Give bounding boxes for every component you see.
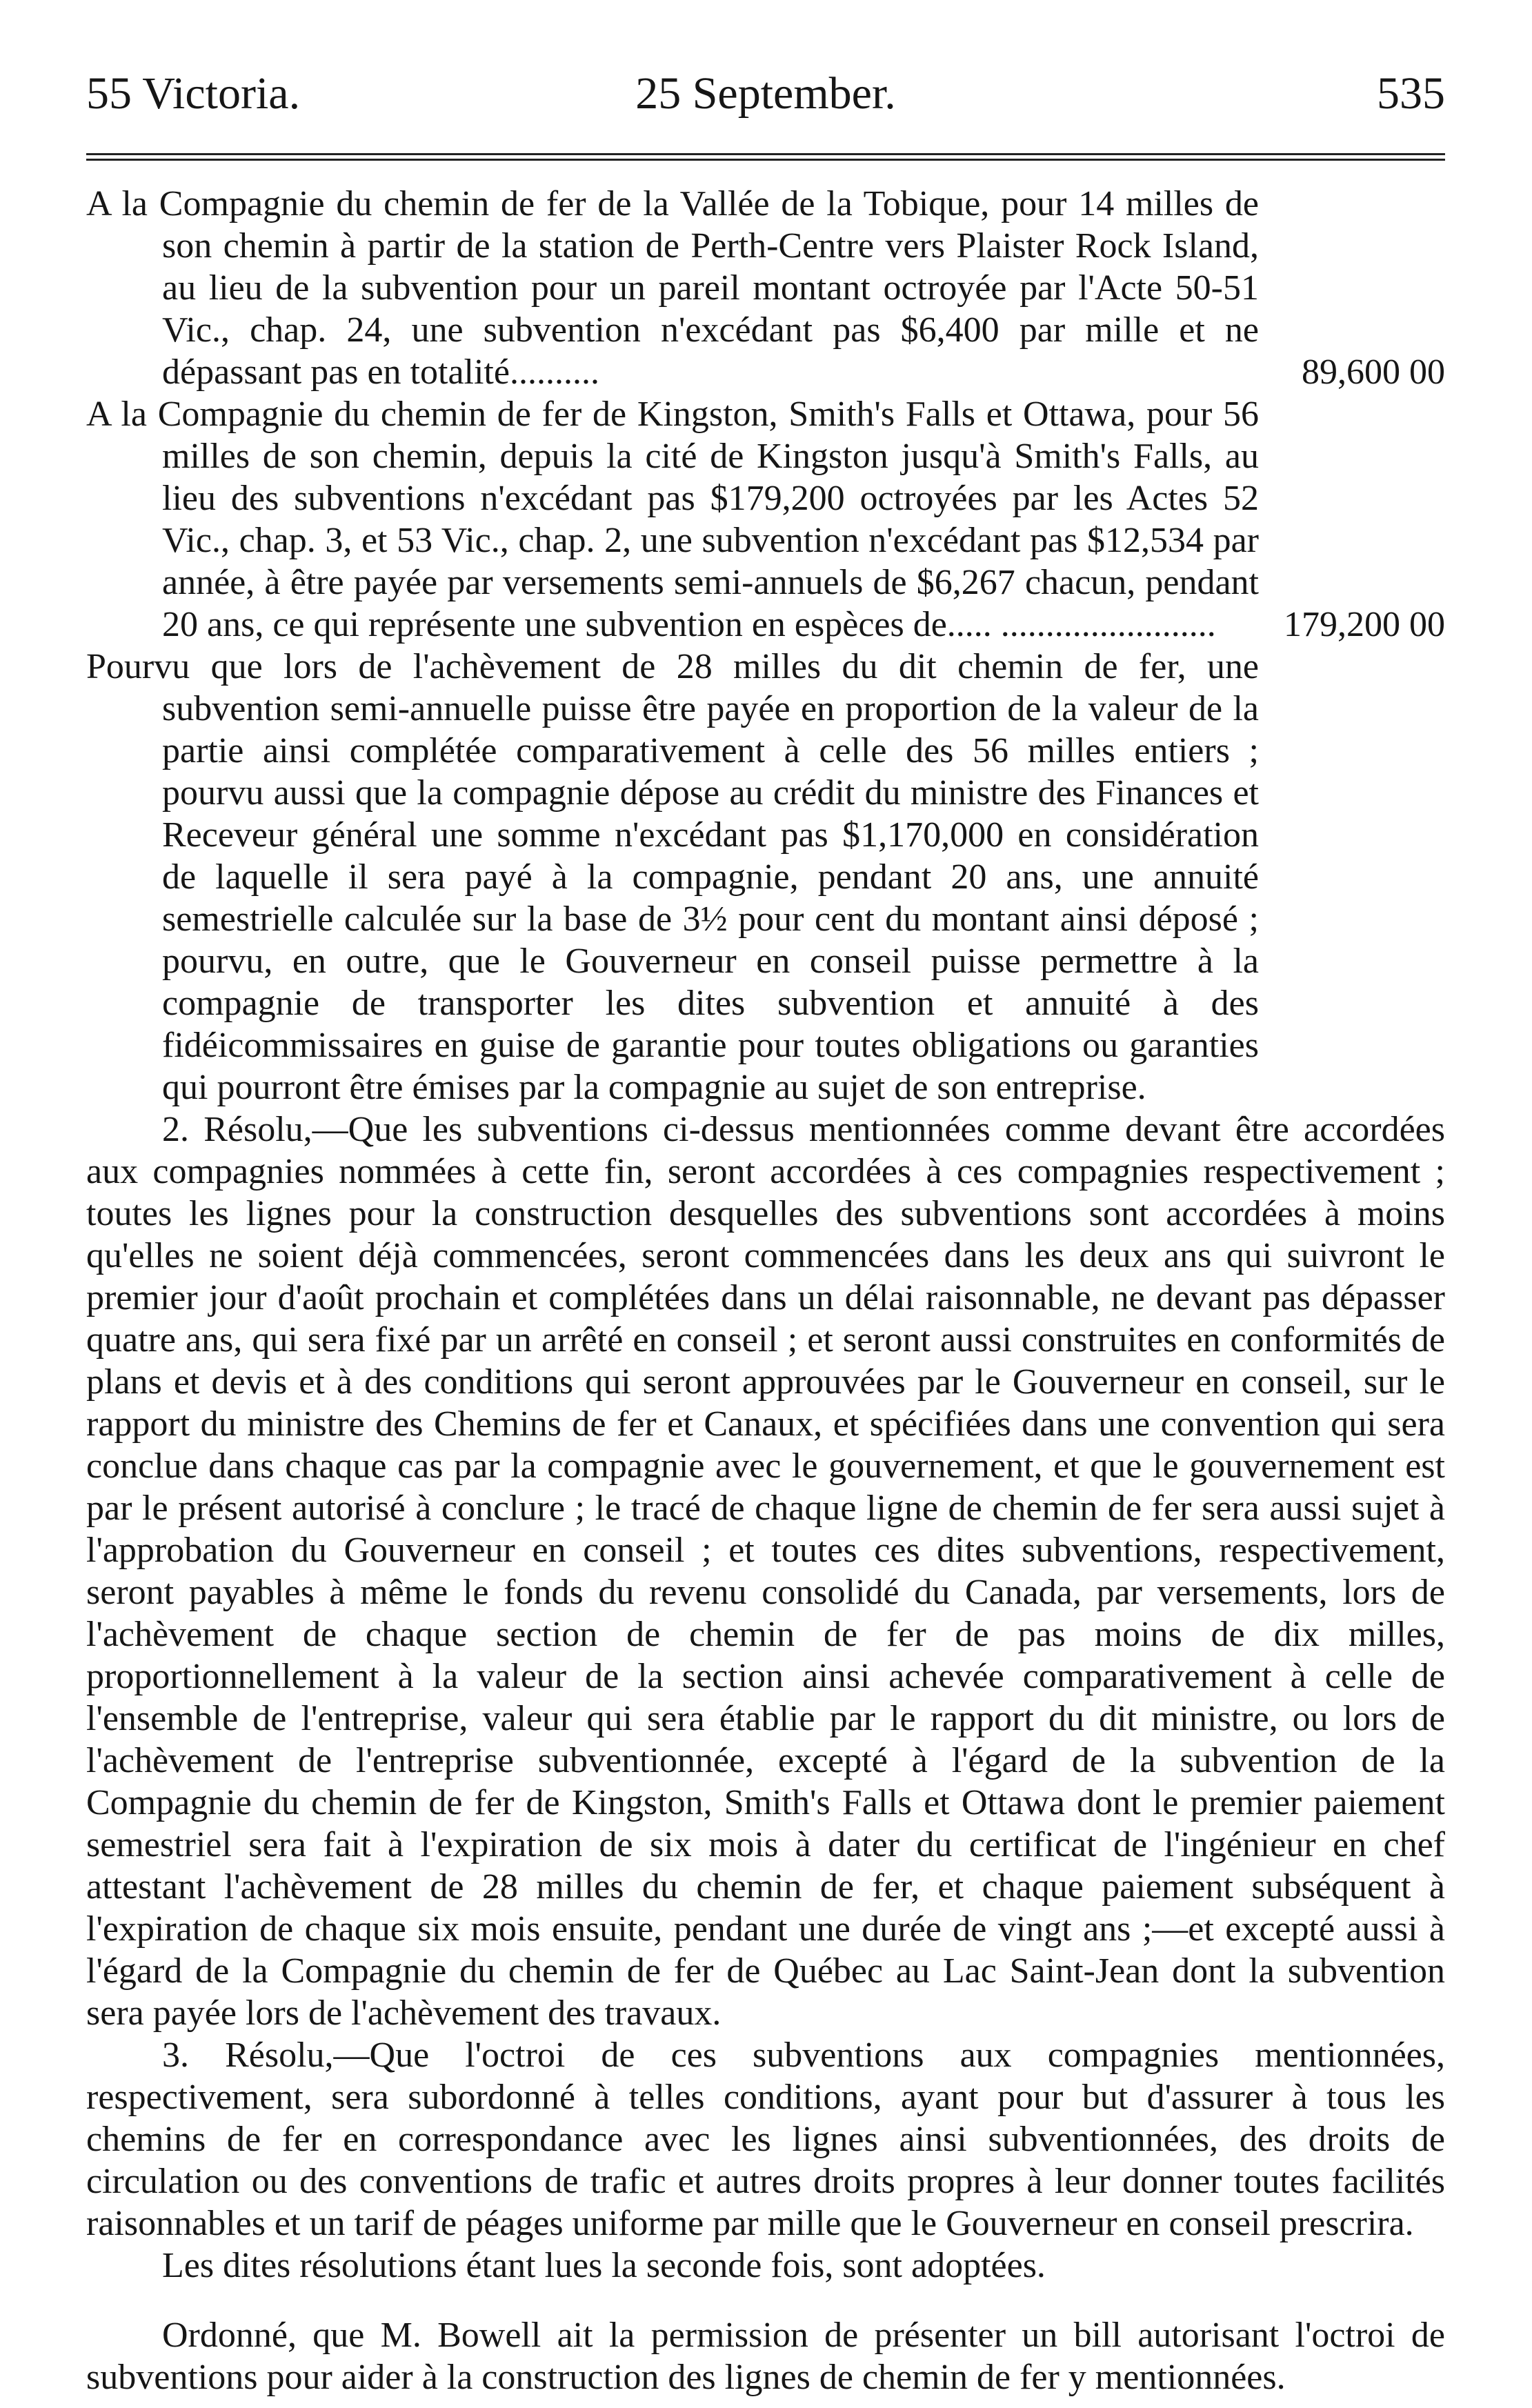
page-header [86, 66, 1445, 128]
resolution-3: 3. Résolu,—Que l'octroi de ces subventions aux compagnies mentionnées, respectivement, sera subordonné à telles conditions, ayant pour but d'assurer à tous les chemins de fer en correspondance avec les lignes ainsi subventionnées, des droits de circulation ou des conventions de trafic et autres droits propres à leur donner toutes facilités raisonnables et un tarif de péages uniforme par mille que le Gouverneur en conseil prescrira. [86, 2036, 1445, 2243]
grant-text: A la Compagnie du chemin de fer de Kingston, Smith's Falls et Ottawa, pour 56 milles de son chemin, depuis la cité de Kingston jusqu'à Smith's Falls, au lieu des subventions n'excédant pas $179,200 octroyées par les Actes 52 Vic., chap. 3, et 53 Vic., chap. 2, une subvention n'excédant pas $12,534 par année, à être payée par versements semi-annuels de $6,267 chacun, pendant 20 ans, ce qui représente une subvention en espèces de..... ........................ [86, 395, 1259, 644]
adoption-note: Les dites résolutions étant lues la seconde fois, sont adoptées. [162, 2246, 1046, 2285]
resolution-2: 2. Résolu,—Que les subventions ci-dessus mentionnées comme devant être accordées aux compagnies nommées à cette fin, seront accordées à ces compagnies respectivement ; toutes les lignes pour la construction desquelles des subventions sont accordées à moins qu'elles ne soient déjà commencées, seront commencées dans les deux ans qui suivront le premier jour d'août prochain et complétées dans un délai raisonnable, ne devant pas dépasser quatre ans, qui sera fixé par un arrêté en conseil ; et seront aussi construites en conformités de plans et devis et à des conditions qui seront approuvées par le Gouverneur en conseil, sur le rapport du ministre des Chemins de fer et Canaux, et spécifiées dans une convention qui sera conclue dans chaque cas par la compagnie avec le gouvernement, et que le gouvernement est par le présent autorisé à conclure ; le tracé de chaque ligne de chemin de fer sera aussi sujet à l'approbation du Gouverneur en conseil ; et toutes ces dites subventions, respectivement, seront payables à même le fonds du revenu consolidé du Canada, par versements, lors de l'achèvement de chaque section de chemin de fer de pas moins de dix milles, proportionnellement à la valeur de la section ainsi achevée comparativement à celle de l'ensemble de l'entreprise, valeur qui sera établie par le rapport du dit ministre, ou lors de l'achèvement de l'entreprise subventionnée, excepté à l'égard de la subvention de la Compagnie du chemin de fer de Kingston, Smith's Falls et Ottawa dont le premier paiement semestriel sera fait à l'expiration de six mois à dater du certificat de l'ingénieur en chef attestant l'achèvement de 28 milles du chemin de fer, et chaque paiement subséquent à l'expiration de chaque six mois ensuite, pendant une durée de vingt ans ;—et excepté aussi à l'égard de la Compagnie du chemin de fer de Québec au Lac Saint-Jean dont la subvention sera payée lors de l'achèvement des travaux. [86, 1110, 1445, 2033]
page-number: 535 [1377, 68, 1445, 119]
grant-amount: 89,600 00 [1302, 352, 1445, 392]
header-rule-bottom [86, 159, 1445, 161]
grant-text: A la Compagnie du chemin de fer de la Vallée de la Tobique, pour 14 milles de son chemin à partir de la station de Perth-Centre vers Plaister Rock Island, au lieu de la subvention pour un pareil montant octroyée par l'Acte 50-51 Vic., chap. 24, une subvention n'excédant pas $6,400 par mille et ne dépassant pas en totalité.......... [86, 184, 1259, 392]
header-rule-top [86, 153, 1445, 155]
grant-amount: 179,200 00 [1284, 605, 1445, 644]
header-date: 25 September. [635, 68, 896, 119]
proviso-paragraph: Pourvu que lors de l'achèvement de 28 milles du dit chemin de fer, une subvention semi-annuelle puisse être payée en proportion de la valeur de la partie ainsi complétée comparativement à celle des 56 milles entiers ; pourvu aussi que la compagnie dépose au crédit du ministre des Finances et Receveur général une somme n'excédant pas $1,170,000 en considération de laquelle il sera payé à la compagnie, pendant 20 ans, une annuité semestrielle calculée sur la base de 3½ pour cent du montant ainsi déposé ; pourvu, en outre, que le Gouverneur en conseil puisse permettre à la compagnie de transporter les dites subvention et annuité à des fidéicommissaires en guise de garantie pour toutes obligations ou garanties qui pourront être émises par la compagnie au sujet de son entreprise. [86, 647, 1259, 1107]
header-session: 55 Victoria. [86, 68, 301, 119]
order-paragraph: Ordonné, que M. Bowell ait la permission de présenter un bill autorisant l'octroi de subventions pour aider à la construction des lignes de chemin de fer y mentionnées. [86, 2316, 1445, 2397]
grant-entry [86, 393, 1445, 646]
document-body [86, 183, 1445, 2398]
grant-entry [86, 183, 1445, 393]
